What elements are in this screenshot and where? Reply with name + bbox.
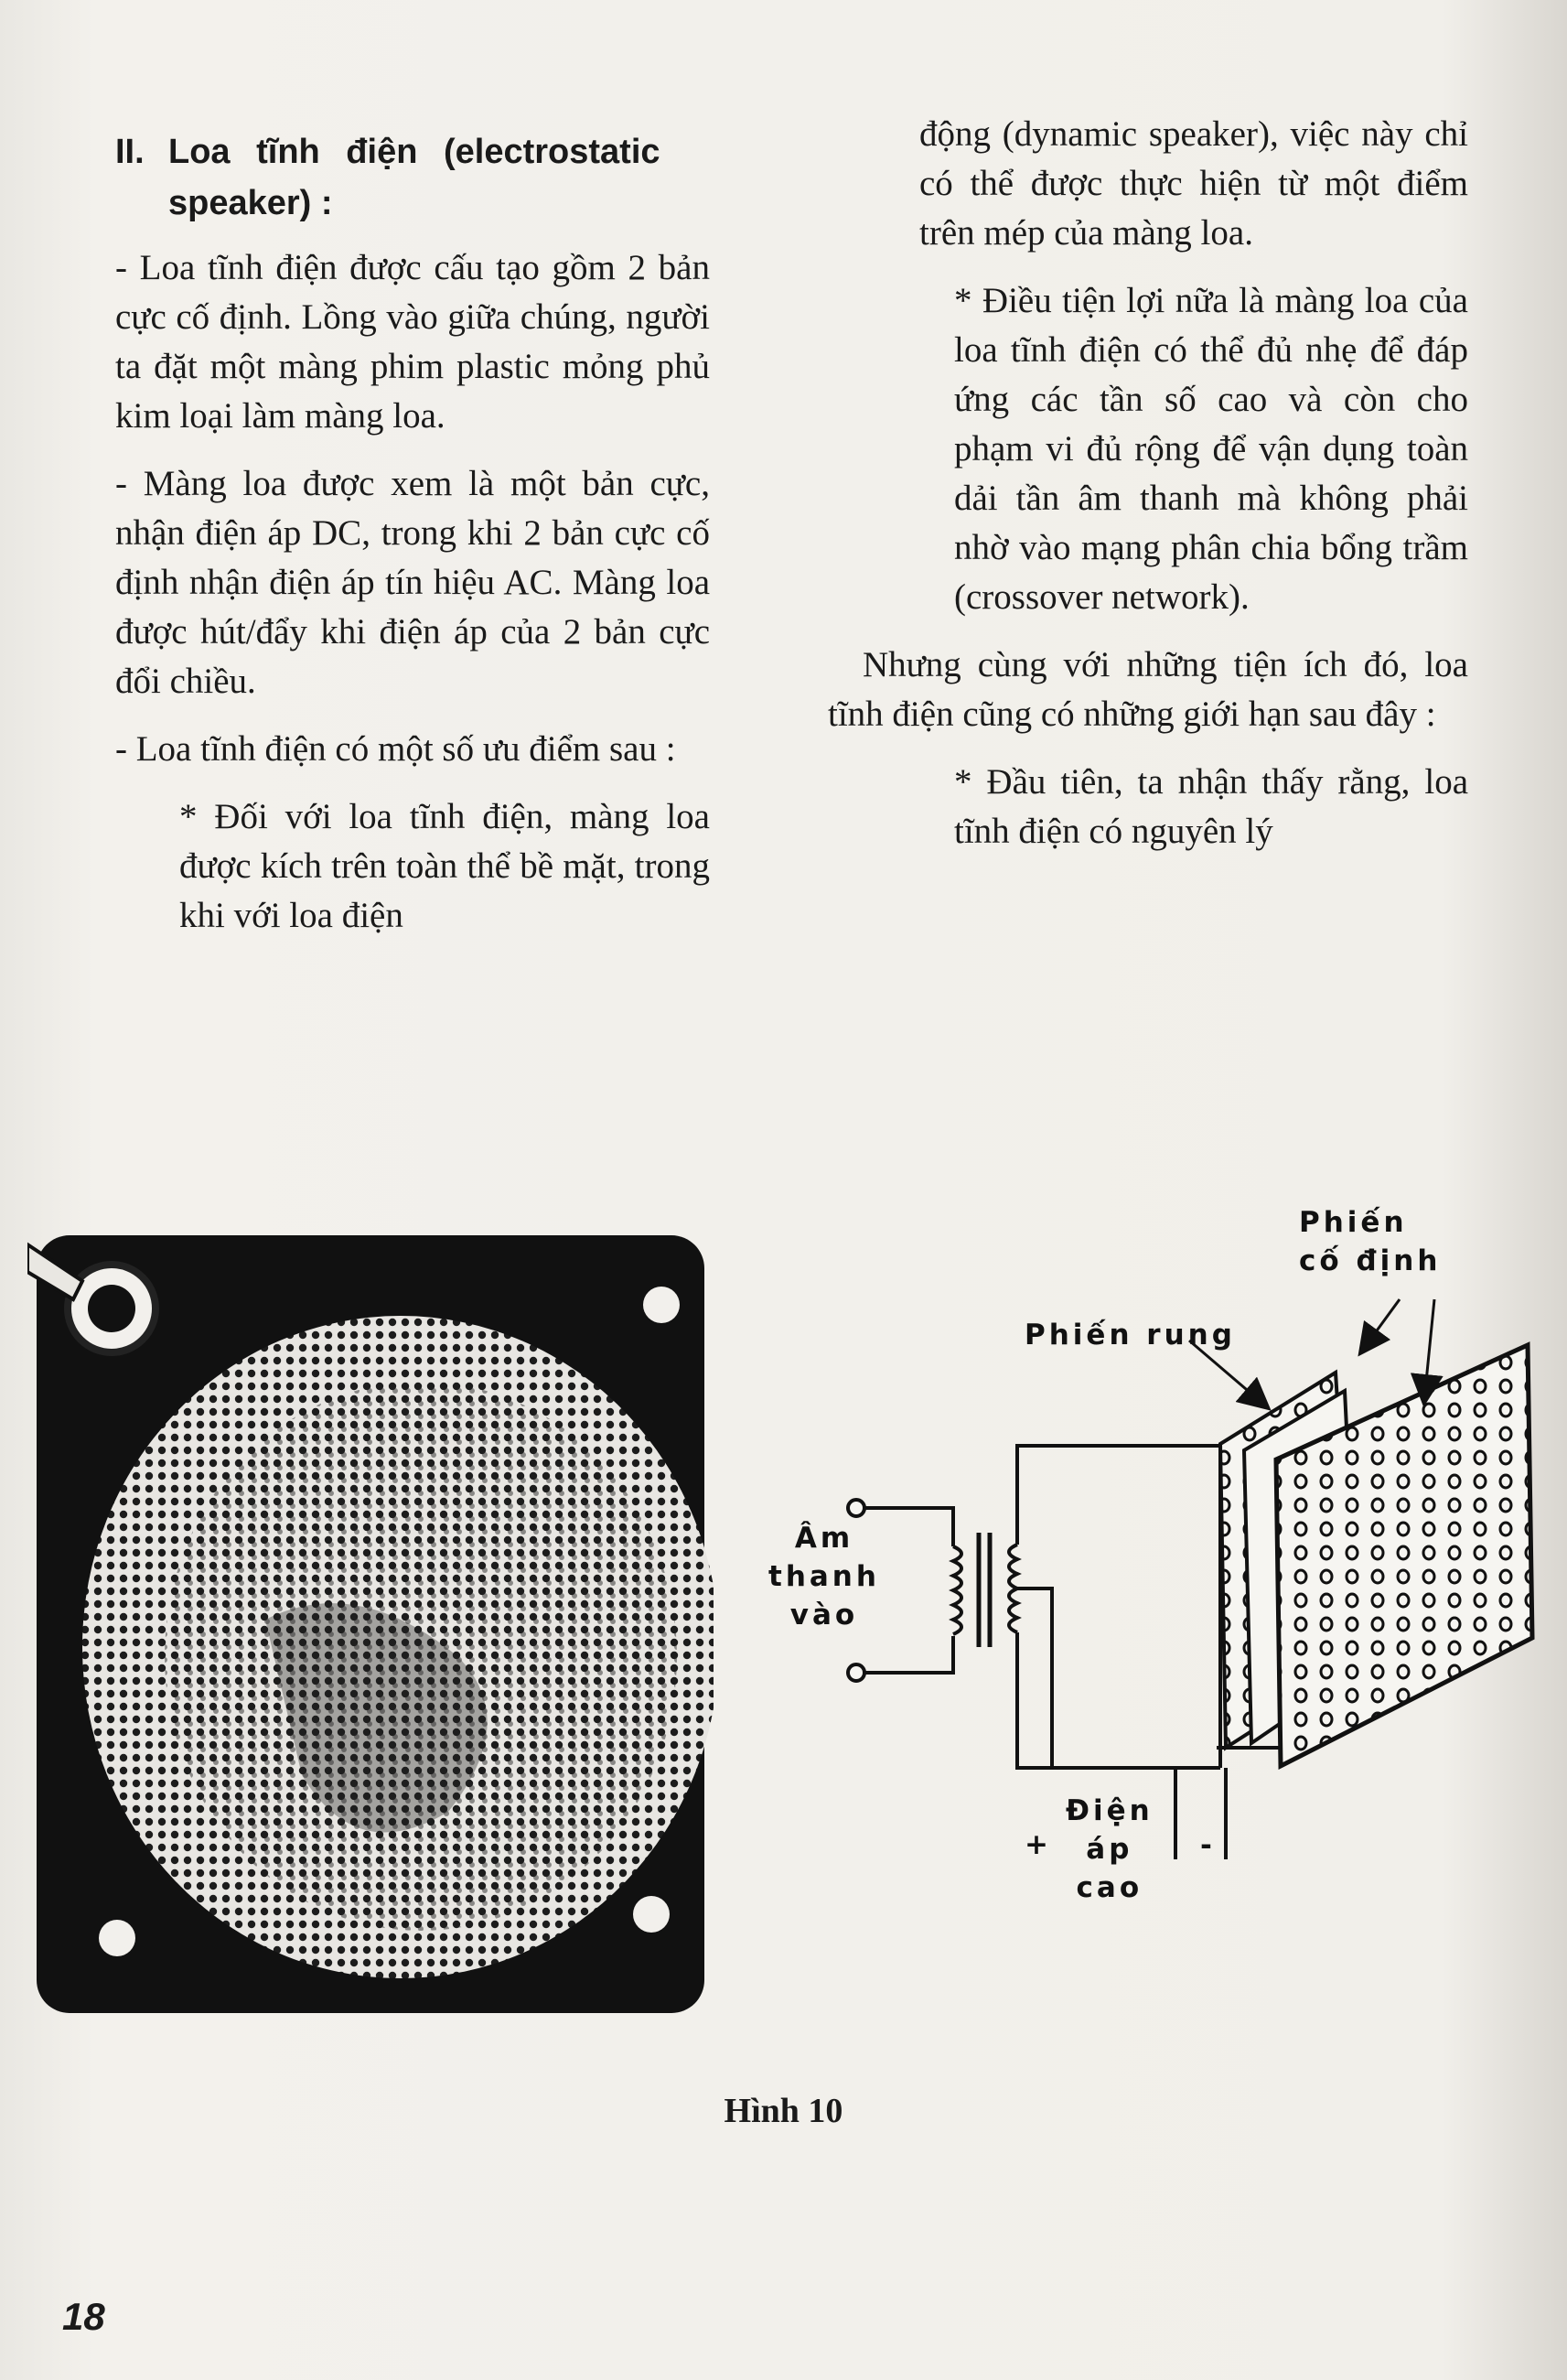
paragraph: - Loa tĩnh điện được cấu tạo gồm 2 bản cực cố định. Lồng vào giữa chúng, người ta đặt một màng phim plastic mỏng phủ kim loại làm màng loa. <box>115 248 710 436</box>
mount-hole <box>99 1920 135 1956</box>
page-number: 18 <box>62 2295 105 2338</box>
section-number: II. <box>115 133 145 171</box>
plus-sign: + <box>1025 1828 1052 1861</box>
paragraph: Nhưng cùng với những tiện ích đó, loa tĩnh điện cũng có những giới hạn sau đây : <box>828 645 1468 734</box>
left-column <box>115 126 710 959</box>
paragraph: * Điều tiện lợi nữa là màng loa của loa tĩnh điện có thể đủ nhẹ để đáp ứng các tần số cao và còn cho phạm vi đủ rộng để vận dụng toàn dải tần âm thanh mà không phải nhờ vào mạng phân chia bổng trầm (crossover network). <box>954 281 1468 617</box>
paragraph: - Loa tĩnh điện có một số ưu điểm sau : <box>115 729 676 769</box>
right-column <box>828 110 1468 875</box>
label-high-voltage: Điện áp cao <box>1066 1794 1154 1904</box>
section-title-line2: speaker) : <box>168 184 333 222</box>
speaker-photo <box>27 1226 714 2022</box>
minus-sign: - <box>1200 1829 1216 1862</box>
label-audio-in: Âm thanh vào <box>768 1522 880 1632</box>
section-title-line1: Loa tĩnh điện (electrostatic <box>168 133 660 171</box>
figure-caption: Hình 10 <box>724 2092 843 2130</box>
label-fixed-plates: Phiến cố định <box>1299 1206 1442 1277</box>
label-vibrating-plate: Phiến rung <box>1025 1319 1236 1352</box>
transformer <box>848 1446 1220 1768</box>
electrostatic-speaker-diagram <box>750 1208 1537 1940</box>
paragraph: - Màng loa được xem là một bản cực, nhận điện áp DC, trong khi 2 bản cực cố định nhận điện áp tín hiệu AC. Màng loa được hút/đẩy khi điện áp của 2 bản cực đổi chiều. <box>115 464 710 701</box>
paragraph: * Đối với loa tĩnh điện, màng loa được kích trên toàn thể bề mặt, trong khi với loa điện <box>179 797 710 935</box>
paragraph: động (dynamic speaker), việc này chỉ có thể được thực hiện từ một điểm trên mép của màng loa. <box>919 114 1468 253</box>
section-heading <box>115 126 710 229</box>
mount-hole <box>633 1896 670 1933</box>
paragraph: * Đầu tiên, ta nhận thấy rằng, loa tĩnh điện có nguyên lý <box>954 762 1468 851</box>
mount-hole <box>643 1287 680 1323</box>
